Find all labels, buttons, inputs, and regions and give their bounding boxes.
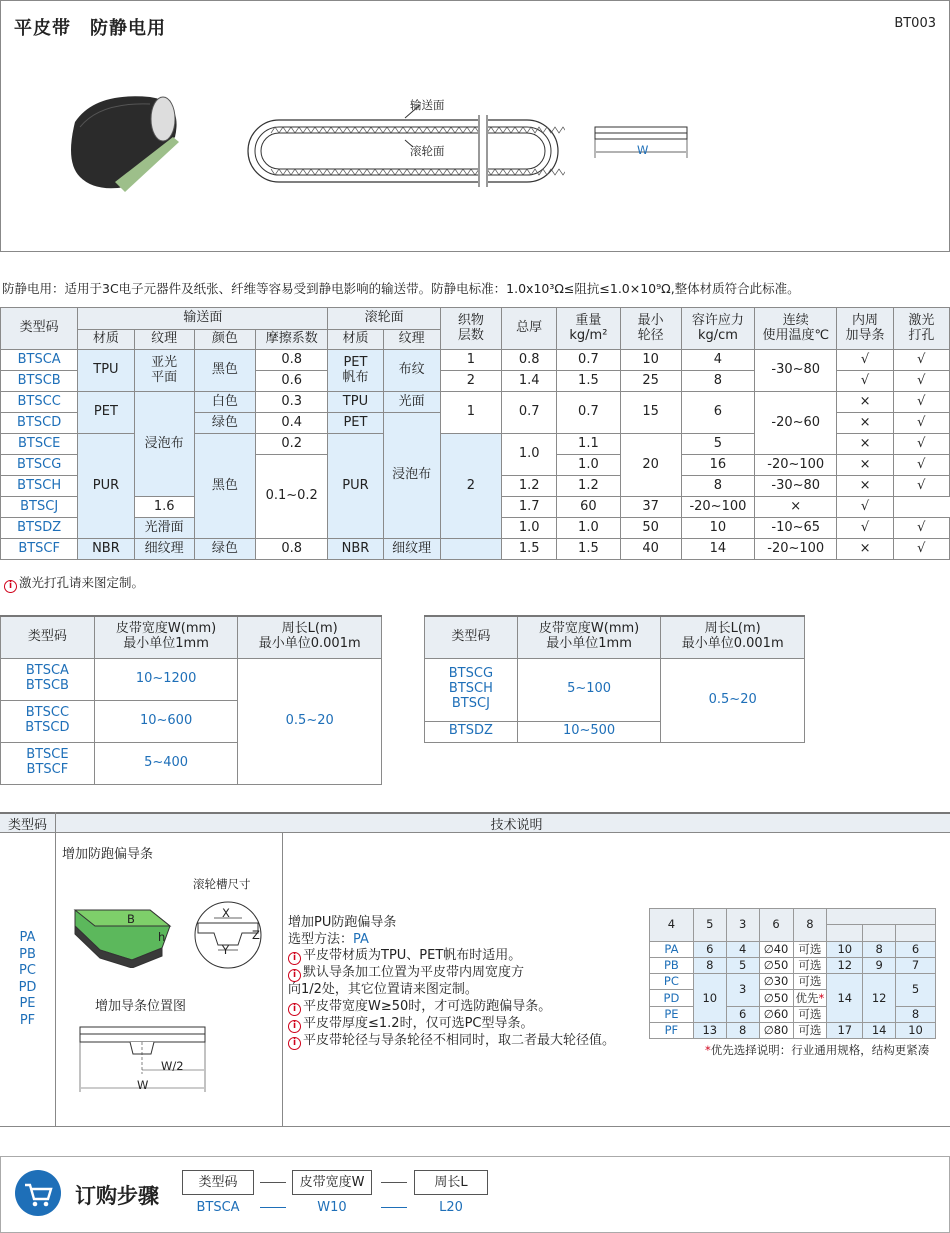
code-cell: BTSCG xyxy=(1,455,78,476)
guide-cell: × xyxy=(837,539,893,560)
diameter-cell: ∅30 xyxy=(759,974,793,990)
info-icon: i xyxy=(4,580,17,593)
h-cell: 3 xyxy=(726,974,759,1007)
th-stress: 容许应力 kg/cm xyxy=(681,308,754,350)
roller-texture-cell: 浸泡布 xyxy=(383,413,440,539)
th-color: 颜色 xyxy=(194,330,255,350)
pulley-cell: 40 xyxy=(620,539,681,560)
stress-cell: 4 xyxy=(681,350,754,371)
tech-note xyxy=(288,1033,615,1050)
layers-cell: 2 xyxy=(440,434,501,539)
Z-cell: 6 xyxy=(896,941,936,957)
stress-cell: 5 xyxy=(681,434,754,455)
code-cell: PF xyxy=(650,1023,694,1039)
tech-note-text: 平皮带轮径与导条轮径不相同时，取二者最大轮径值。 xyxy=(303,1032,616,1048)
stress-cell: 6 xyxy=(681,392,754,434)
step-length: 周长L xyxy=(414,1170,488,1195)
size-table-right xyxy=(424,615,805,743)
pulley-cell: 60 xyxy=(557,497,620,518)
stress-cell: 14 xyxy=(681,539,754,560)
weight-cell: 0.7 xyxy=(557,350,620,371)
weight-cell: 1.0 xyxy=(557,455,620,476)
label-h: h xyxy=(158,930,166,944)
temp-cell: -30~80 xyxy=(755,350,837,392)
roller-material-cell: TPU xyxy=(328,392,383,413)
color-cell: 黑色 xyxy=(194,434,255,539)
info-icon: i xyxy=(288,1020,301,1033)
diameter-cell: ∅80 xyxy=(759,1023,793,1039)
thickness-cell: 0.8 xyxy=(502,350,557,371)
thickness-cell: 1.2 xyxy=(502,476,557,497)
texture-cell: 亚光 平面 xyxy=(134,350,194,392)
Z-cell: 7 xyxy=(896,957,936,973)
temp-cell: -20~100 xyxy=(755,539,837,560)
th-width: 皮带宽度W(mm) 最小单位1mm xyxy=(94,616,238,658)
stress-cell: 8 xyxy=(681,371,754,392)
color-cell: 黑色 xyxy=(194,350,255,392)
texture-cell: 细纹理 xyxy=(134,539,194,560)
guide-cell: √ xyxy=(837,371,893,392)
tech-note xyxy=(288,948,615,965)
th-texture: 纹理 xyxy=(134,330,194,350)
guide-cell: √ xyxy=(837,518,893,539)
step-width: 皮带宽度W xyxy=(292,1170,372,1195)
X-cell: 17 xyxy=(827,1023,863,1039)
code-cell: BTSCC BTSCD xyxy=(1,700,95,742)
color-cell: 绿色 xyxy=(194,539,255,560)
stress-cell: 16 xyxy=(681,455,754,476)
pulley-cell: 50 xyxy=(620,518,681,539)
th-h: 3 xyxy=(726,909,759,942)
tech-line2-value: PA xyxy=(353,931,369,947)
position-title: 增加导条位置图 xyxy=(95,999,187,1014)
friction-cell: 0.2 xyxy=(256,434,328,455)
B-cell: 6 xyxy=(693,941,726,957)
info-icon: i xyxy=(288,1037,301,1050)
thickness-cell: 1.4 xyxy=(502,371,557,392)
code-cell: PC xyxy=(650,974,694,990)
length-cell: 0.5~20 xyxy=(661,658,805,742)
label-Y: Y xyxy=(222,943,230,957)
thickness-cell: 1.0 xyxy=(502,518,557,539)
roller-texture-cell: 布纹 xyxy=(383,350,440,392)
material-cell: PET xyxy=(78,392,134,434)
weight-cell: 1.1 xyxy=(557,434,620,455)
th-layers xyxy=(440,308,501,350)
th-code: 类型码 xyxy=(425,616,518,658)
th-X xyxy=(827,925,863,941)
th-code: 类型码 xyxy=(1,616,95,658)
Z-cell: 8 xyxy=(896,1006,936,1022)
tech-line2-label: 选型方法： xyxy=(288,931,354,947)
laser-note-text: 激光打孔请来图定制。 xyxy=(19,575,145,590)
select-cell: 可选 xyxy=(793,1006,827,1022)
info-icon: i xyxy=(288,952,301,965)
laser-cell: √ xyxy=(893,350,949,371)
layers-cell: 1 xyxy=(440,392,501,434)
tech-line1: 增加PU防跑偏导条 xyxy=(288,915,397,930)
tech-note xyxy=(288,1016,615,1033)
label-W: W xyxy=(137,1078,149,1092)
h-cell: 8 xyxy=(726,1023,759,1039)
friction-cell: 0.1~0.2 xyxy=(256,455,328,539)
laser-cell: √ xyxy=(893,455,949,476)
stress-cell: 8 xyxy=(681,476,754,497)
roller-texture-cell: 光面 xyxy=(383,392,440,413)
tech-notes xyxy=(288,915,615,1050)
X-cell: 12 xyxy=(827,957,863,973)
thickness-cell: 1.0 xyxy=(502,434,557,476)
B-cell: 13 xyxy=(693,1023,726,1039)
th-code: 类型码 xyxy=(1,308,78,350)
th-temp: 连续 使用温度℃ xyxy=(755,308,837,350)
th-weight: 重量 kg/m² xyxy=(557,308,620,350)
code-cell: BTSCA xyxy=(1,350,78,371)
add-guide-title: 增加防跑偏导条 xyxy=(62,847,154,862)
pulley-cell: 15 xyxy=(620,392,681,434)
th-conveying: 输送面 xyxy=(78,308,328,330)
guide-codes: PA PB PC PD PE PF xyxy=(18,930,37,1028)
tech-note xyxy=(288,965,615,999)
label-Z: Z xyxy=(252,928,260,942)
value-width: W10 xyxy=(317,1200,347,1215)
diameter-cell: ∅50 xyxy=(759,990,793,1006)
layers-cell: 1 xyxy=(440,350,501,371)
guide-footnote-text: 优先选择说明：行业通用规格，结构更紧凑 xyxy=(710,1043,930,1057)
table-row xyxy=(1,350,950,371)
pulley-cell: 25 xyxy=(620,371,681,392)
th-laser: 激光 打孔 xyxy=(893,308,949,350)
step-connector xyxy=(260,1182,286,1183)
temp-cell: -10~65 xyxy=(755,518,837,539)
layers-cell: 2 xyxy=(440,371,501,392)
B-cell: 8 xyxy=(693,957,726,973)
thickness-cell: 1.5 xyxy=(502,539,557,560)
h-cell: 4 xyxy=(726,941,759,957)
stress-cell: 10 xyxy=(681,518,754,539)
Z-cell: 5 xyxy=(896,974,936,1007)
th-select: 8 xyxy=(793,909,827,942)
tech-note-text: 平皮带宽度W≥50时，才可选防跑偏导条。 xyxy=(303,998,552,1014)
weight-cell: 1.2 xyxy=(557,476,620,497)
info-icon: i xyxy=(288,969,301,982)
texture-cell: 浸泡布 xyxy=(134,392,194,497)
material-cell: PUR xyxy=(78,434,134,539)
value-length: L20 xyxy=(439,1200,463,1215)
laser-cell: √ xyxy=(837,497,893,518)
code-cell: BTSCJ xyxy=(1,497,78,518)
Y-cell: 9 xyxy=(863,957,896,973)
guide-cell: × xyxy=(837,476,893,497)
belt-section-diagram xyxy=(245,95,565,190)
friction-cell: 0.8 xyxy=(256,350,328,371)
value-code: BTSCA xyxy=(196,1200,240,1215)
th-guide: 内周 加导条 xyxy=(837,308,893,350)
star-mark: * xyxy=(818,990,825,1005)
label-width: W xyxy=(637,143,649,157)
select-cell: 可选 xyxy=(793,957,827,973)
th-code: 4 xyxy=(650,909,694,942)
roller-material-cell: PET xyxy=(328,413,383,434)
laser-cell: √ xyxy=(893,371,949,392)
weight-cell: 1.5 xyxy=(557,371,620,392)
page-title: 平皮带 防静电用 xyxy=(14,18,166,39)
select-cell: 可选 xyxy=(793,1023,827,1039)
th-pulley: 最小 轮径 xyxy=(620,308,681,350)
pulley-cell: 10 xyxy=(620,350,681,371)
th-Z xyxy=(896,925,936,941)
step-code: 类型码 xyxy=(182,1170,254,1195)
weight-cell: 1.0 xyxy=(557,518,620,539)
thickness-cell: 1.6 xyxy=(134,497,194,518)
tech-header-code: 类型码 xyxy=(7,818,47,833)
th-roller: 滚轮面 xyxy=(328,308,440,330)
weight-cell: 0.7 xyxy=(557,392,620,434)
stress-cell: 37 xyxy=(620,497,681,518)
groove-title: 滚轮槽尺寸 xyxy=(193,877,251,891)
material-cell: TPU xyxy=(78,350,134,392)
temp-cell: -20~100 xyxy=(681,497,754,518)
label-B: B xyxy=(127,912,135,926)
h-cell: 5 xyxy=(726,957,759,973)
code-cell: BTSDZ xyxy=(425,721,518,742)
tech-note-text: 平皮带厚度≤1.2时，仅可选PC型导条。 xyxy=(303,1015,534,1031)
code-cell: BTSDZ xyxy=(1,518,78,539)
laser-cell: √ xyxy=(893,518,949,539)
roller-material-cell: PET 帆布 xyxy=(328,350,383,392)
code-cell: BTSCH xyxy=(1,476,78,497)
guide-cell: × xyxy=(837,434,893,455)
weight-cell: 1.5 xyxy=(557,539,620,560)
texture-cell: 光滑面 xyxy=(134,518,194,539)
guide-cell: × xyxy=(837,392,893,413)
th-width: 皮带宽度W(mm) 最小单位1mm xyxy=(517,616,661,658)
B-cell: 10 xyxy=(693,974,726,1023)
value-connector xyxy=(381,1207,407,1208)
th-Y xyxy=(863,925,896,941)
info-icon: i xyxy=(288,1003,301,1016)
product-code: BT003 xyxy=(894,16,936,31)
color-cell: 绿色 xyxy=(194,413,255,434)
pulley-cell: 20 xyxy=(620,434,681,497)
guide-spec-table xyxy=(649,908,936,1039)
guide-cell: √ xyxy=(837,350,893,371)
tech-note-text: 默认导条加工位置为平皮带内周宽度方 向1/2处，其它位置请来图定制。 xyxy=(288,965,525,997)
X-cell: 14 xyxy=(827,974,863,1023)
friction-cell: 0.4 xyxy=(256,413,328,434)
divider xyxy=(55,812,56,1127)
guide-cell: × xyxy=(837,413,893,434)
code-cell: PA xyxy=(650,941,694,957)
Y-cell: 8 xyxy=(863,941,896,957)
code-cell: BTSCE xyxy=(1,434,78,455)
laser-cell: √ xyxy=(893,434,949,455)
select-cell: 可选 xyxy=(793,941,827,957)
guide-cell: × xyxy=(755,497,837,518)
Y-cell: 12 xyxy=(863,974,896,1023)
label-roller-face: 滚轮面 xyxy=(410,144,445,158)
label-conveying-face: 输送面 xyxy=(410,98,445,112)
th-material: 材质 xyxy=(78,330,134,350)
belt-photo xyxy=(55,82,190,202)
temp-cell: -20~100 xyxy=(755,455,837,476)
length-cell: 0.5~20 xyxy=(238,658,382,784)
tech-note xyxy=(288,999,615,1016)
Z-cell: 10 xyxy=(896,1023,936,1039)
code-cell: PB xyxy=(650,957,694,973)
width-cell: 5~400 xyxy=(94,742,238,784)
diameter-cell: ∅60 xyxy=(759,1006,793,1022)
divider xyxy=(282,833,283,1127)
code-cell: BTSCD xyxy=(1,413,78,434)
th-groove xyxy=(827,909,936,925)
width-cell: 10~1200 xyxy=(94,658,238,700)
guide-footnote xyxy=(705,1042,929,1058)
width-cell: 5~100 xyxy=(517,658,661,721)
code-cell: BTSCE BTSCF xyxy=(1,742,95,784)
friction-cell: 0.8 xyxy=(256,539,328,560)
h-cell: 6 xyxy=(726,1006,759,1022)
layers-cell xyxy=(440,539,501,560)
order-title: 订购步骤 xyxy=(75,1184,159,1208)
th-roller-texture: 纹理 xyxy=(383,330,440,350)
color-cell: 白色 xyxy=(194,392,255,413)
friction-cell: 0.3 xyxy=(256,392,328,413)
diameter-cell: ∅40 xyxy=(759,941,793,957)
table-row xyxy=(1,539,950,560)
th-diameter: 6 xyxy=(759,909,793,942)
material-cell: NBR xyxy=(78,539,134,560)
width-cell: 10~600 xyxy=(94,700,238,742)
friction-cell: 0.6 xyxy=(256,371,328,392)
weight-cell: 1.7 xyxy=(502,497,557,518)
description: 防静电用：适用于3C电子元器件及纸张、纤维等容易受到静电影响的输送带。防静电标准：1.0x10³Ω≤阻抗≤1.0×10⁹Ω,整体材质符合此标准。 xyxy=(2,281,800,296)
select-cell: 可选 xyxy=(793,974,827,990)
code-cell: BTSCC xyxy=(1,392,78,413)
th-roller-material: 材质 xyxy=(328,330,383,350)
X-cell: 10 xyxy=(827,941,863,957)
th-friction: 摩擦系数 xyxy=(256,330,328,350)
th-length: 周长L(m) 最小单位0.001m xyxy=(238,616,382,658)
laser-note xyxy=(4,573,144,593)
cart-icon-glyph xyxy=(15,1170,61,1216)
value-connector xyxy=(260,1207,286,1208)
select-text: 优先 xyxy=(795,990,819,1005)
step-connector xyxy=(381,1182,407,1183)
roller-material-cell: PUR xyxy=(328,434,383,539)
th-layers-text: 织物 层数 xyxy=(457,312,484,343)
tech-line2 xyxy=(288,932,615,949)
th-B: 5 xyxy=(693,909,726,942)
roller-texture-cell: 细纹理 xyxy=(383,539,440,560)
tech-header-desc: 技术说明 xyxy=(490,818,543,833)
width-cell: 10~500 xyxy=(517,721,661,742)
spec-table xyxy=(0,307,950,560)
label-X: X xyxy=(222,906,230,920)
guide-cell: × xyxy=(837,455,893,476)
diameter-cell: ∅50 xyxy=(759,957,793,973)
laser-cell: √ xyxy=(893,392,949,413)
laser-cell: √ xyxy=(893,476,949,497)
code-cell: BTSCB xyxy=(1,371,78,392)
th-length: 周长L(m) 最小单位0.001m xyxy=(661,616,805,658)
star-mark: * xyxy=(705,1043,711,1057)
thickness-cell: 0.7 xyxy=(502,392,557,434)
Y-cell: 14 xyxy=(863,1023,896,1039)
label-W2: W/2 xyxy=(161,1059,184,1073)
table-row xyxy=(1,392,950,413)
size-table-left xyxy=(0,615,382,785)
th-thickness: 总厚 xyxy=(502,308,557,350)
code-cell: BTSCA BTSCB xyxy=(1,658,95,700)
code-cell: PE xyxy=(650,1006,694,1022)
laser-cell: √ xyxy=(893,539,949,560)
laser-cell: √ xyxy=(893,413,949,434)
code-cell: BTSCG BTSCH BTSCJ xyxy=(425,658,518,721)
code-cell: PD xyxy=(650,990,694,1006)
code-cell: BTSCF xyxy=(1,539,78,560)
temp-cell: -30~80 xyxy=(755,476,837,497)
select-cell xyxy=(793,990,827,1006)
cart-icon xyxy=(15,1170,61,1216)
roller-material-cell: NBR xyxy=(328,539,383,560)
tech-note-text: 平皮带材质为TPU、PET帆布时适用。 xyxy=(303,948,522,963)
temp-cell: -20~60 xyxy=(755,392,837,455)
divider xyxy=(0,1126,950,1127)
